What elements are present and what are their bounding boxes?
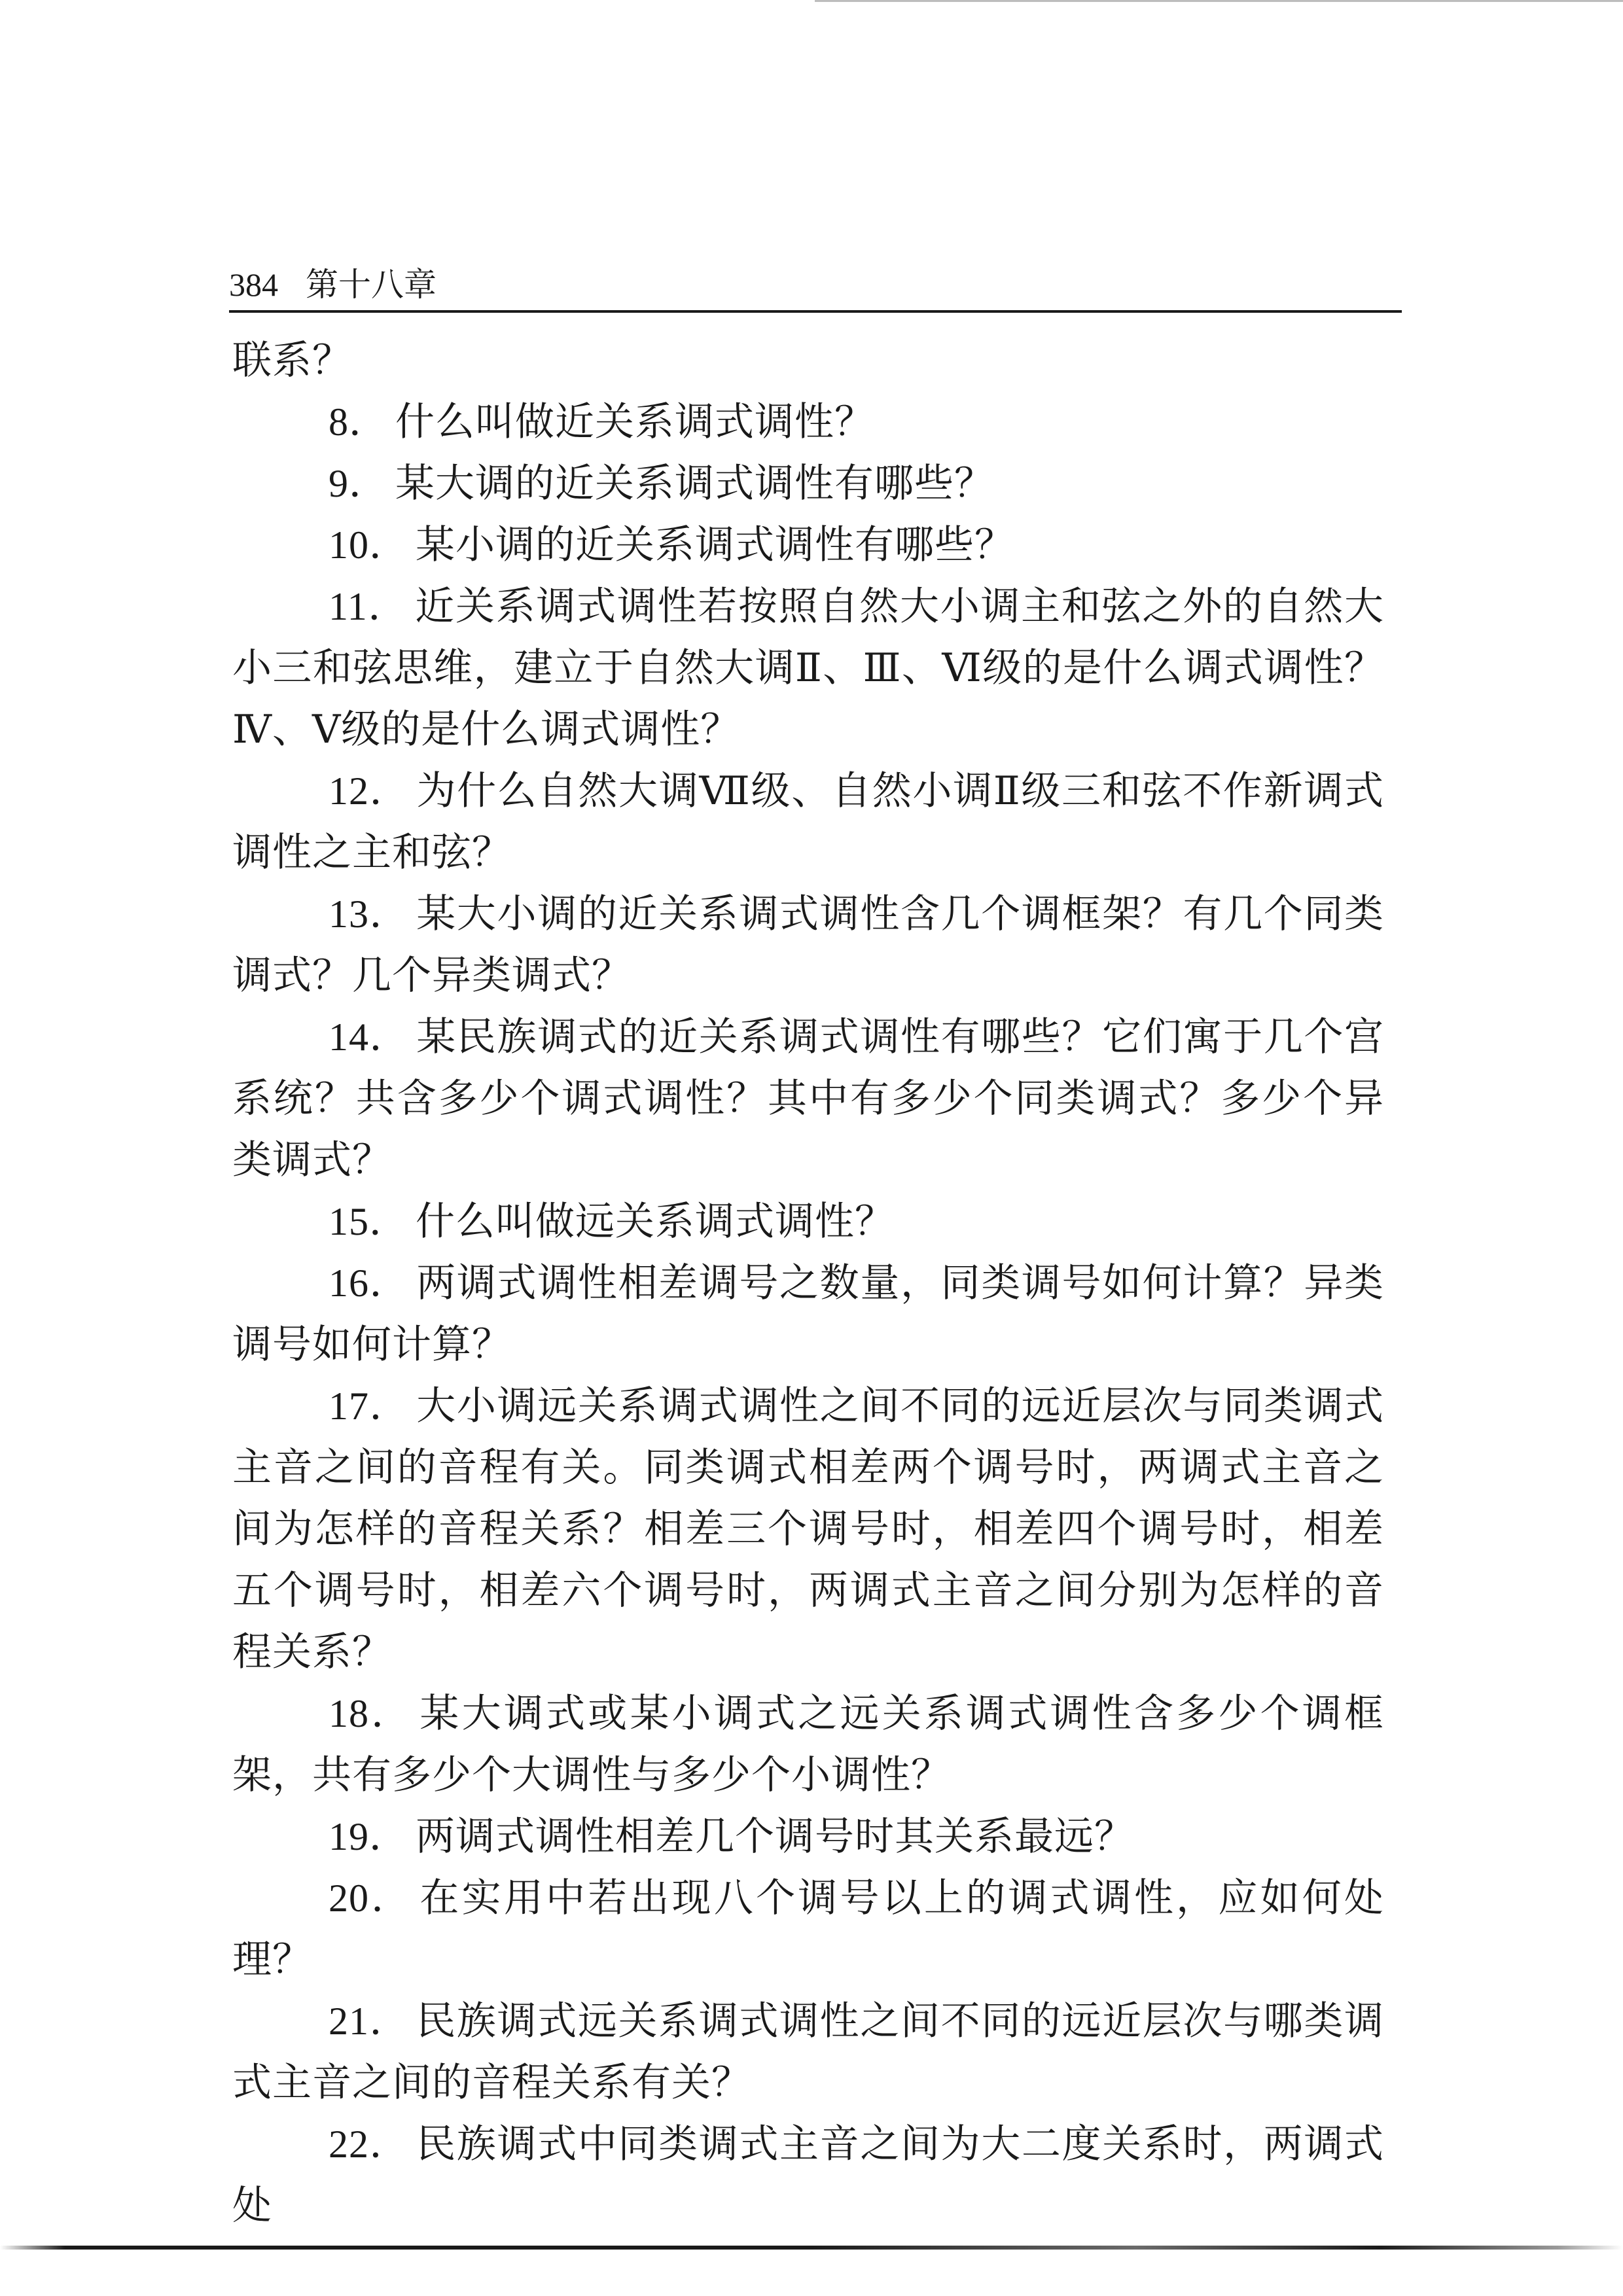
- question-18: [232, 1683, 1384, 1806]
- question-text: 近关系调式调性若按照自然大小调主和弦之外的自然大小三和弦思维，建立于自然大调Ⅱ、Ⅲ、Ⅵ级的是什么调式调性？Ⅳ、Ⅴ级的是什么调式调性？: [232, 584, 1384, 752]
- continuation-line: 联系？: [232, 338, 352, 383]
- question-number: 15．: [329, 1200, 409, 1243]
- question-number: 14．: [329, 1016, 410, 1059]
- question-19: [232, 1806, 1384, 1867]
- question-15: [232, 1191, 1384, 1252]
- question-number: 21．: [329, 2000, 410, 2043]
- question-number: 19．: [329, 1815, 409, 1858]
- question-text: 某大调的近关系调式调性有哪些？: [395, 461, 994, 506]
- question-text: 某大调式或某小调式之远关系调式调性含多少个调框架，共有多少个大调性与多少个小调性？: [232, 1691, 1385, 1798]
- question-text: 两调式调性相差调号之数量，同类调号如何计算？异类调号如何计算？: [232, 1260, 1384, 1368]
- question-number: 16．: [329, 1262, 410, 1305]
- question-22: [232, 2113, 1384, 2236]
- question-number: 20．: [329, 1877, 414, 1920]
- question-number: 10．: [329, 523, 409, 567]
- question-text: 在实用中若出现八个调号以上的调式调性，应如何处理？: [232, 1875, 1385, 1983]
- question-text: 某民族调式的近关系调式调性有哪些？它们寓于几个宫系统？共含多少个调式调性？其中有多少个同类调式？多少个异类调式？: [232, 1014, 1384, 1183]
- chapter-title: 第十八章: [306, 266, 437, 304]
- scan-edge-bottom: [0, 2246, 1623, 2250]
- question-text: 什么叫做远关系调式调性？: [416, 1199, 895, 1245]
- question-text: 什么叫做近关系调式调性？: [395, 399, 874, 445]
- question-12: [232, 760, 1384, 883]
- question-11: [232, 576, 1384, 760]
- question-8: [232, 391, 1384, 453]
- question-9: [232, 453, 1384, 514]
- question-text: 为什么自然大调Ⅶ级、自然小调Ⅱ级三和弦不作新调式调性之主和弦？: [232, 768, 1385, 875]
- question-number: 9．: [329, 462, 389, 505]
- question-text: 民族调式远关系调式调性之间不同的远近层次与哪类调式主音之间的音程关系有关？: [232, 1998, 1384, 2106]
- question-list: [232, 330, 1384, 2236]
- question-13: [232, 883, 1384, 1006]
- scan-edge-top: [815, 0, 1623, 2]
- question-text: 两调式调性相差几个调号时其关系最远？: [416, 1814, 1134, 1860]
- question-number: 8．: [329, 400, 389, 444]
- question-10: [232, 514, 1384, 576]
- page-number: 384: [229, 266, 278, 303]
- question-14: [232, 1006, 1384, 1191]
- question-text: 大小调远关系调式调性之间不同的远近层次与同类调式主音之间的音程有关。同类调式相差两个调号时，两调式主音之间为怎样的音程关系？相差三个调号时，相差四个调号时，相差五个调号时，相差六个调号时，两调式主音之间分别为怎样的音程关系？: [232, 1383, 1384, 1675]
- question-17: [232, 1375, 1384, 1683]
- question-text: 民族调式中同类调式主音之间为大二度关系时，两调式处: [232, 2121, 1384, 2229]
- question-21: [232, 1990, 1384, 2113]
- question-number: 17．: [329, 1385, 410, 1428]
- running-head: [229, 262, 437, 308]
- header-rule: [229, 310, 1402, 313]
- question-number: 13．: [329, 892, 410, 936]
- question-number: 11．: [329, 585, 409, 628]
- question-number: 12．: [329, 769, 410, 813]
- question-number: 22．: [329, 2123, 410, 2166]
- question-text: 某小调的近关系调式调性有哪些？: [416, 522, 1014, 568]
- question-16: [232, 1252, 1384, 1375]
- question-20: [232, 1867, 1384, 1990]
- question-number: 18．: [329, 1692, 414, 1735]
- question-text: 某大小调的近关系调式调性含几个调框架？有几个同类调式？几个异类调式？: [232, 891, 1384, 998]
